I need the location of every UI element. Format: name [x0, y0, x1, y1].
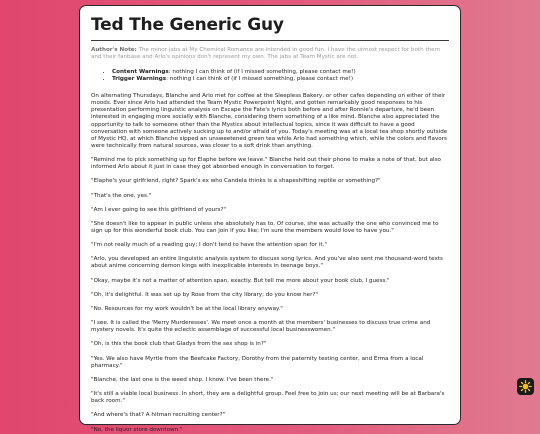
authors-note-label: Author's Note:: [91, 47, 137, 53]
warnings-list: [91, 69, 449, 84]
authors-note: [91, 47, 449, 62]
story-card: [79, 5, 461, 433]
title-divider: [91, 40, 449, 41]
theme-toggle-button[interactable]: [517, 378, 534, 395]
story-paragraph: "Remind me to pick something up for Elaphe before we leave." Blanche held out their phone to make a note of that, but also informed Arlo about it just in case they got absorbed enough in conversation to forget.: [91, 157, 441, 171]
story-paragraph: "I'm not really much of a reading guy; I don't tend to have the attention span for it.": [91, 242, 327, 249]
trigger-warning-text: : nothing I can think of (if I missed something, please contact me!): [166, 75, 354, 82]
story-paragraph: "It's still a viable local business. In short, they are a delightful group. Feel free to join us; our next meeting will be at Barbara's back room.": [91, 391, 445, 405]
trigger-warning-label: Trigger Warnings: [112, 75, 167, 82]
content-warning-label: Content Warnings: [112, 68, 169, 75]
content-warning: [112, 69, 449, 76]
trigger-warning: [112, 76, 449, 83]
story-paragraph: "And where's that? A hitman recruiting center?": [91, 412, 226, 419]
story-paragraph: "Oh, it's delightful. It was set up by Rose from the city library; do you know her?": [91, 291, 318, 298]
story-paragraph: "Okay, maybe it's not a matter of attention span, exactly. But tell me more about your book club, I guess.": [91, 277, 390, 284]
page-title: Ted The Generic Guy: [91, 15, 284, 35]
story-paragraph: "She doesn't like to appear in public unless she absolutely has to. Of course, she was actually the one who convinced me to sign up for this wonderful book club. You can join if you like; I'm sure the members would love to have you.": [91, 220, 439, 234]
content-warning-text: : nothing I can think of (if I missed something, please contact me!): [168, 68, 356, 75]
story-paragraph: "Arlo, you developed an entire linguistic analysis system to discuss song lyrics. And you've also sent me thousand-word texts about anime concerning demon kings with inexplicable interests in teenage boys.": [91, 256, 443, 270]
sun-icon: [519, 380, 532, 393]
story-paragraph: On alternating Thursdays, Blanche and Arlo met for coffee at the Sleepless Bakery, or other cafes depending on either of their moods. Ever since Arlo had attended the Team Mystic Powerpoint Night, and gotten remarkably good responses to his presentation performing linguistic analysis on Escape the Fate's lyrics both before and after Ronnie's departure, he'd been interested in engaging more socially with Blanche, considering them something of a like mind. Blanche also appreciated the opportunity to talk to someone other than the Mystics about intellectual topics, since it was difficult to have a good conversation with someone actively sucking up to and/or afraid of you. Today's meeting was at a local tea shop shortly outside of Mystic HQ, at which Blanche sipped an unsweetened green tea while Arlo had something which, while the colors and flavors were technically from natural sources, was closer to a soft drink than anything.: [91, 93, 448, 149]
story-body: [91, 93, 449, 434]
story-paragraph: "No, the liquor store downtown.": [91, 426, 183, 433]
authors-note-text: The minor jabs at My Chemical Romance are intended in good fun. I have the utmost respect for both them and their fanbase and Arlo's opinions don't represent my own. The jabs at Team Mystic are not.: [91, 47, 441, 61]
story-paragraph: "I see. It is called the 'Merry Murderesses'. We meet once a month at the members' businesses to discuss true crime and mystery novels. It's quite the eclectic assemblage of successful local businesswomen.": [91, 320, 431, 334]
story-paragraph: "Am I ever going to see this girlfriend of yours?": [91, 206, 226, 213]
story-paragraph: "Elaphe's your girlfriend, right? Spark's ex who Candela thinks is a shapeshifting reptile or something?": [91, 178, 381, 185]
story-paragraph: "That's the one, yes.": [91, 192, 152, 199]
story-paragraph: "Blanche, the last one is the weed shop. I know. I've been there.": [91, 376, 274, 383]
story-paragraph: "Oh, is this the book club that Gladys from the sex shop is in?": [91, 341, 267, 348]
story-paragraph: "Yes. We also have Myrtle from the Beefcake Factory, Dorothy from the paternity testing center, and Erma from a local pharmacy.": [91, 355, 424, 369]
story-paragraph: "No. Resources for my work wouldn't be at the local library anyway.": [91, 306, 283, 312]
